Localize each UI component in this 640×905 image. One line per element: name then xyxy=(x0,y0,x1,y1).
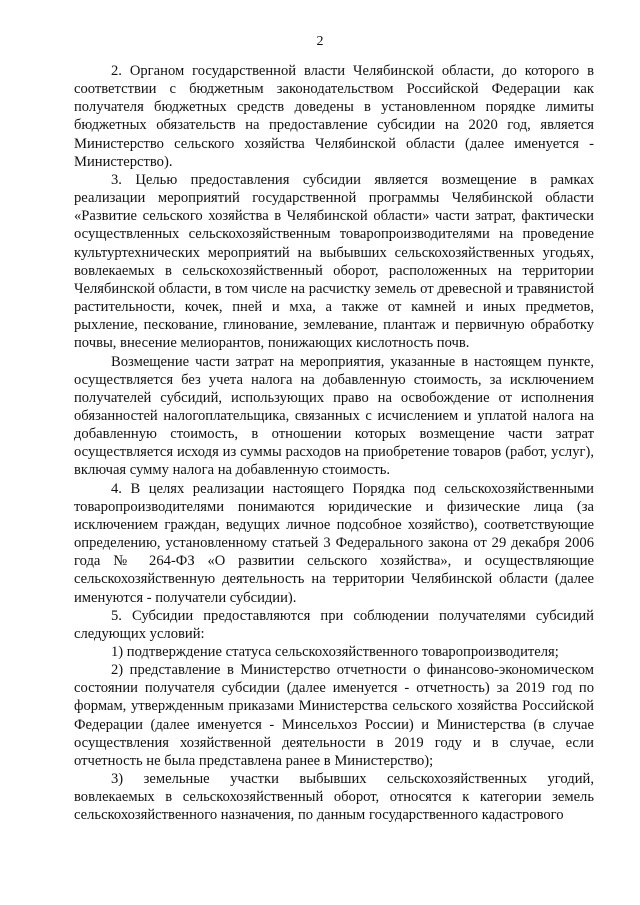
condition-3: 3) земельные участки выбывших сельскохозяйственных угодий, вовлекаемых в сельскохозяйственный оборот, относятся к категории земель сельскохозяйственного назначения, по данным государственного кадастрового xyxy=(74,771,594,824)
condition-2: 2) представление в Министерство отчетности о финансово-экономическом состоянии получателя субсидии (далее именуется - отчетность) за 2019 год по формам, утвержденным приказами Министерства сельского хозяйства Российской Федерации (далее именуется - Минсельхоз России) и Министерства (в случае осуществления хозяйственной деятельности в 2019 году и в случае, если отчетность не была представлена ранее в Министерство); xyxy=(74,662,594,769)
paragraph-5-conditions: 5. Субсидии предоставляются при соблюдении получателями субсидий следующих условий: xyxy=(74,607,594,642)
paragraph-4-definitions: 4. В целях реализации настоящего Порядка под сельскохозяйственными товаропроизводителями понимаются юридические и физические лица (за исключением граждан, ведущих личное подсобное хозяйство), соответствующие определению, установленному статьей 3 Федерального закона от 29 декабря 2006 года № 264-ФЗ «О развитии сельского хозяйства», и осуществляющие сельскохозяйственную деятельность на территории Челябинской области (далее именуются - получатели субсидии). xyxy=(74,480,594,606)
document-body xyxy=(74,62,594,825)
condition-1: 1) подтверждение статуса сельскохозяйственного товаропроизводителя; xyxy=(111,644,559,660)
paragraph-3-purpose: 3. Целью предоставления субсидии является возмещение в рамках реализации мероприятий государственной программы Челябинской области «Развитие сельского хозяйства в Челябинской области» части затрат, фактически осуществленных сельскохозяйственным товаропроизводителями на проведение культуртехнических мероприятий на выбывших сельскохозяйственных угодьях, вовлекаемых в сельскохозяйственный оборот, расположенных на территории Челябинской области, в том числе на расчистку земель от древесной и травянистой растительности, кочек, пней и мха, а также от камней и иных предметов, рыхление, пескование, глинование, землевание, плантаж и первичную обработку почвы, внесение мелиорантов, понижающих кислотность почв. xyxy=(74,171,594,352)
paragraph-2-authority: 2. Органом государственной власти Челябинской области, до которого в соответствии с бюджетным законодательством Российской Федерации как получателя бюджетных средств доведены в установленном порядке лимиты бюджетных обязательств на предоставление субсидии на 2020 год, является Министерство сельского хозяйства Челябинской области (далее именуется - Министерство). xyxy=(74,63,594,170)
paragraph-3-reimbursement: Возмещение части затрат на мероприятия, указанные в настоящем пункте, осуществляется без учета налога на добавленную стоимость, за исключением получателей субсидий, использующих право на освобождение от исполнения обязанностей налогоплательщика, связанных с исчислением и уплатой налога на добавленную стоимость, в отношении которых возмещение части затрат осуществляется исходя из суммы расходов на приобретение товаров (работ, услуг), включая сумму налога на добавленную стоимость. xyxy=(74,353,594,479)
page-number: 2 xyxy=(316,34,324,49)
